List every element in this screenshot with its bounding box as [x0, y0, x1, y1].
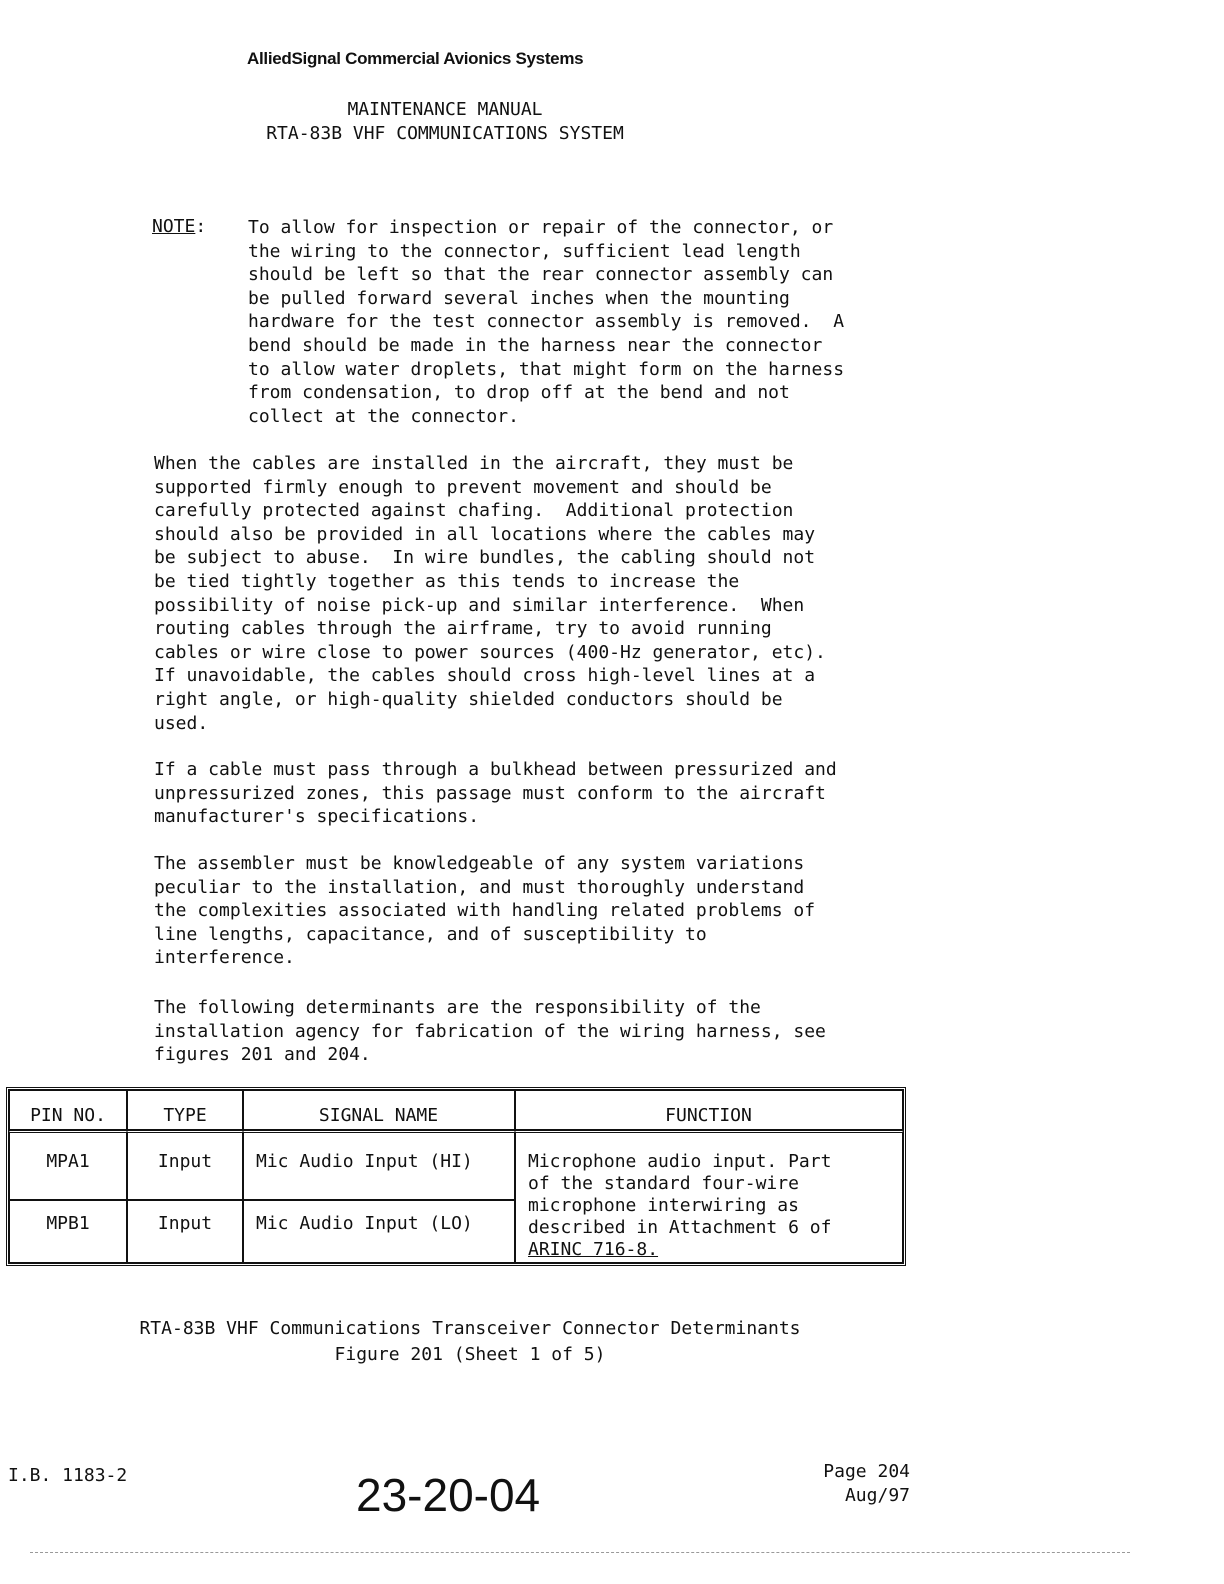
table-header-row — [9, 1090, 903, 1130]
footer-date: Aug/97 — [844, 1485, 910, 1506]
caption-figure-number: Figure 201 (Sheet 1 of 5) — [334, 1344, 606, 1365]
signal-cell: Mic Audio Input (HI) — [243, 1130, 515, 1200]
header-signal-name: SIGNAL NAME — [243, 1090, 515, 1130]
signal-cell: Mic Audio Input (LO) — [243, 1200, 515, 1263]
table-row — [9, 1130, 903, 1200]
note-label: NOTE: — [152, 216, 207, 237]
scan-artifact-line — [30, 1552, 1130, 1554]
type-cell: Input — [127, 1200, 243, 1263]
header-function: FUNCTION — [515, 1090, 903, 1130]
paragraph-determinants: The following determinants are the responsibility of the installation agency for fabrication of the wiring harness, see figures 201 and 204. — [154, 997, 826, 1066]
paragraph-assembler: The assembler must be knowledgeable of any system variations peculiar to the installation, and must thoroughly understand the complexities associated with handling related problems of line lengths, capacitance, and of susceptibility to interference. — [154, 853, 816, 969]
note-text: To allow for inspection or repair of the connector, or the wiring to the connector, sufficient lead length should be left so that the rear connector assembly can be pulled forward several inches when the mounting hardware for the test connector assembly is removed. A bend should be made in the harness near the connector to allow water droplets, that might form on the harness from condensation, to drop off at the bend and not collect at the connector. — [248, 217, 845, 427]
function-text: Microphone audio input. Part of the standard four-wire microphone interwiring as described in Attachment 6 of — [528, 1151, 832, 1238]
paragraph-cable-installation: When the cables are installed in the aircraft, they must be supported firmly enough to prevent movement and should be carefully protected against chafing. Additional protection should also be provided in all locations where the cables may be subject to abuse. In wire bundles, the cabling should not be tied tightly together as this tends to increase the possibility of noise pick-up and similar interference. When routing cables through the airframe, try to avoid running cables or wire close to power sources (400-Hz generator, etc). If unavoidable, the cables should cross high-level lines at a right angle, or high-quality shielded conductors should be used. — [154, 453, 826, 734]
footer-section-code: 23-20-04 — [356, 1469, 541, 1521]
footer-page-info — [760, 1460, 910, 1508]
header-type: TYPE — [127, 1090, 243, 1130]
company-name: AlliedSignal Commercial Avionics Systems — [247, 49, 584, 68]
manual-title — [220, 98, 670, 146]
manual-title-line2: RTA-83B VHF COMMUNICATIONS SYSTEM — [266, 123, 624, 144]
footer-ib-number: I.B. 1183-2 — [8, 1465, 128, 1486]
function-cell — [515, 1130, 903, 1263]
paragraph-bulkhead: If a cable must pass through a bulkhead between pressurized and unpressurized zones, this passage must conform to the aircraft manufacturer's specifications. — [154, 759, 837, 828]
caption-title: RTA-83B VHF Communications Transceiver Connector Determinants — [139, 1318, 801, 1339]
header-pin-no: PIN NO. — [9, 1090, 127, 1130]
figure-caption — [60, 1316, 880, 1368]
connector-table — [6, 1087, 906, 1266]
footer-page-number: Page 204 — [823, 1461, 910, 1482]
function-reference: ARINC 716-8. — [528, 1239, 659, 1260]
type-cell: Input — [127, 1130, 243, 1200]
pin-cell: MPA1 — [9, 1130, 127, 1200]
pin-cell: MPB1 — [9, 1200, 127, 1263]
manual-title-line1: MAINTENANCE MANUAL — [347, 99, 543, 120]
